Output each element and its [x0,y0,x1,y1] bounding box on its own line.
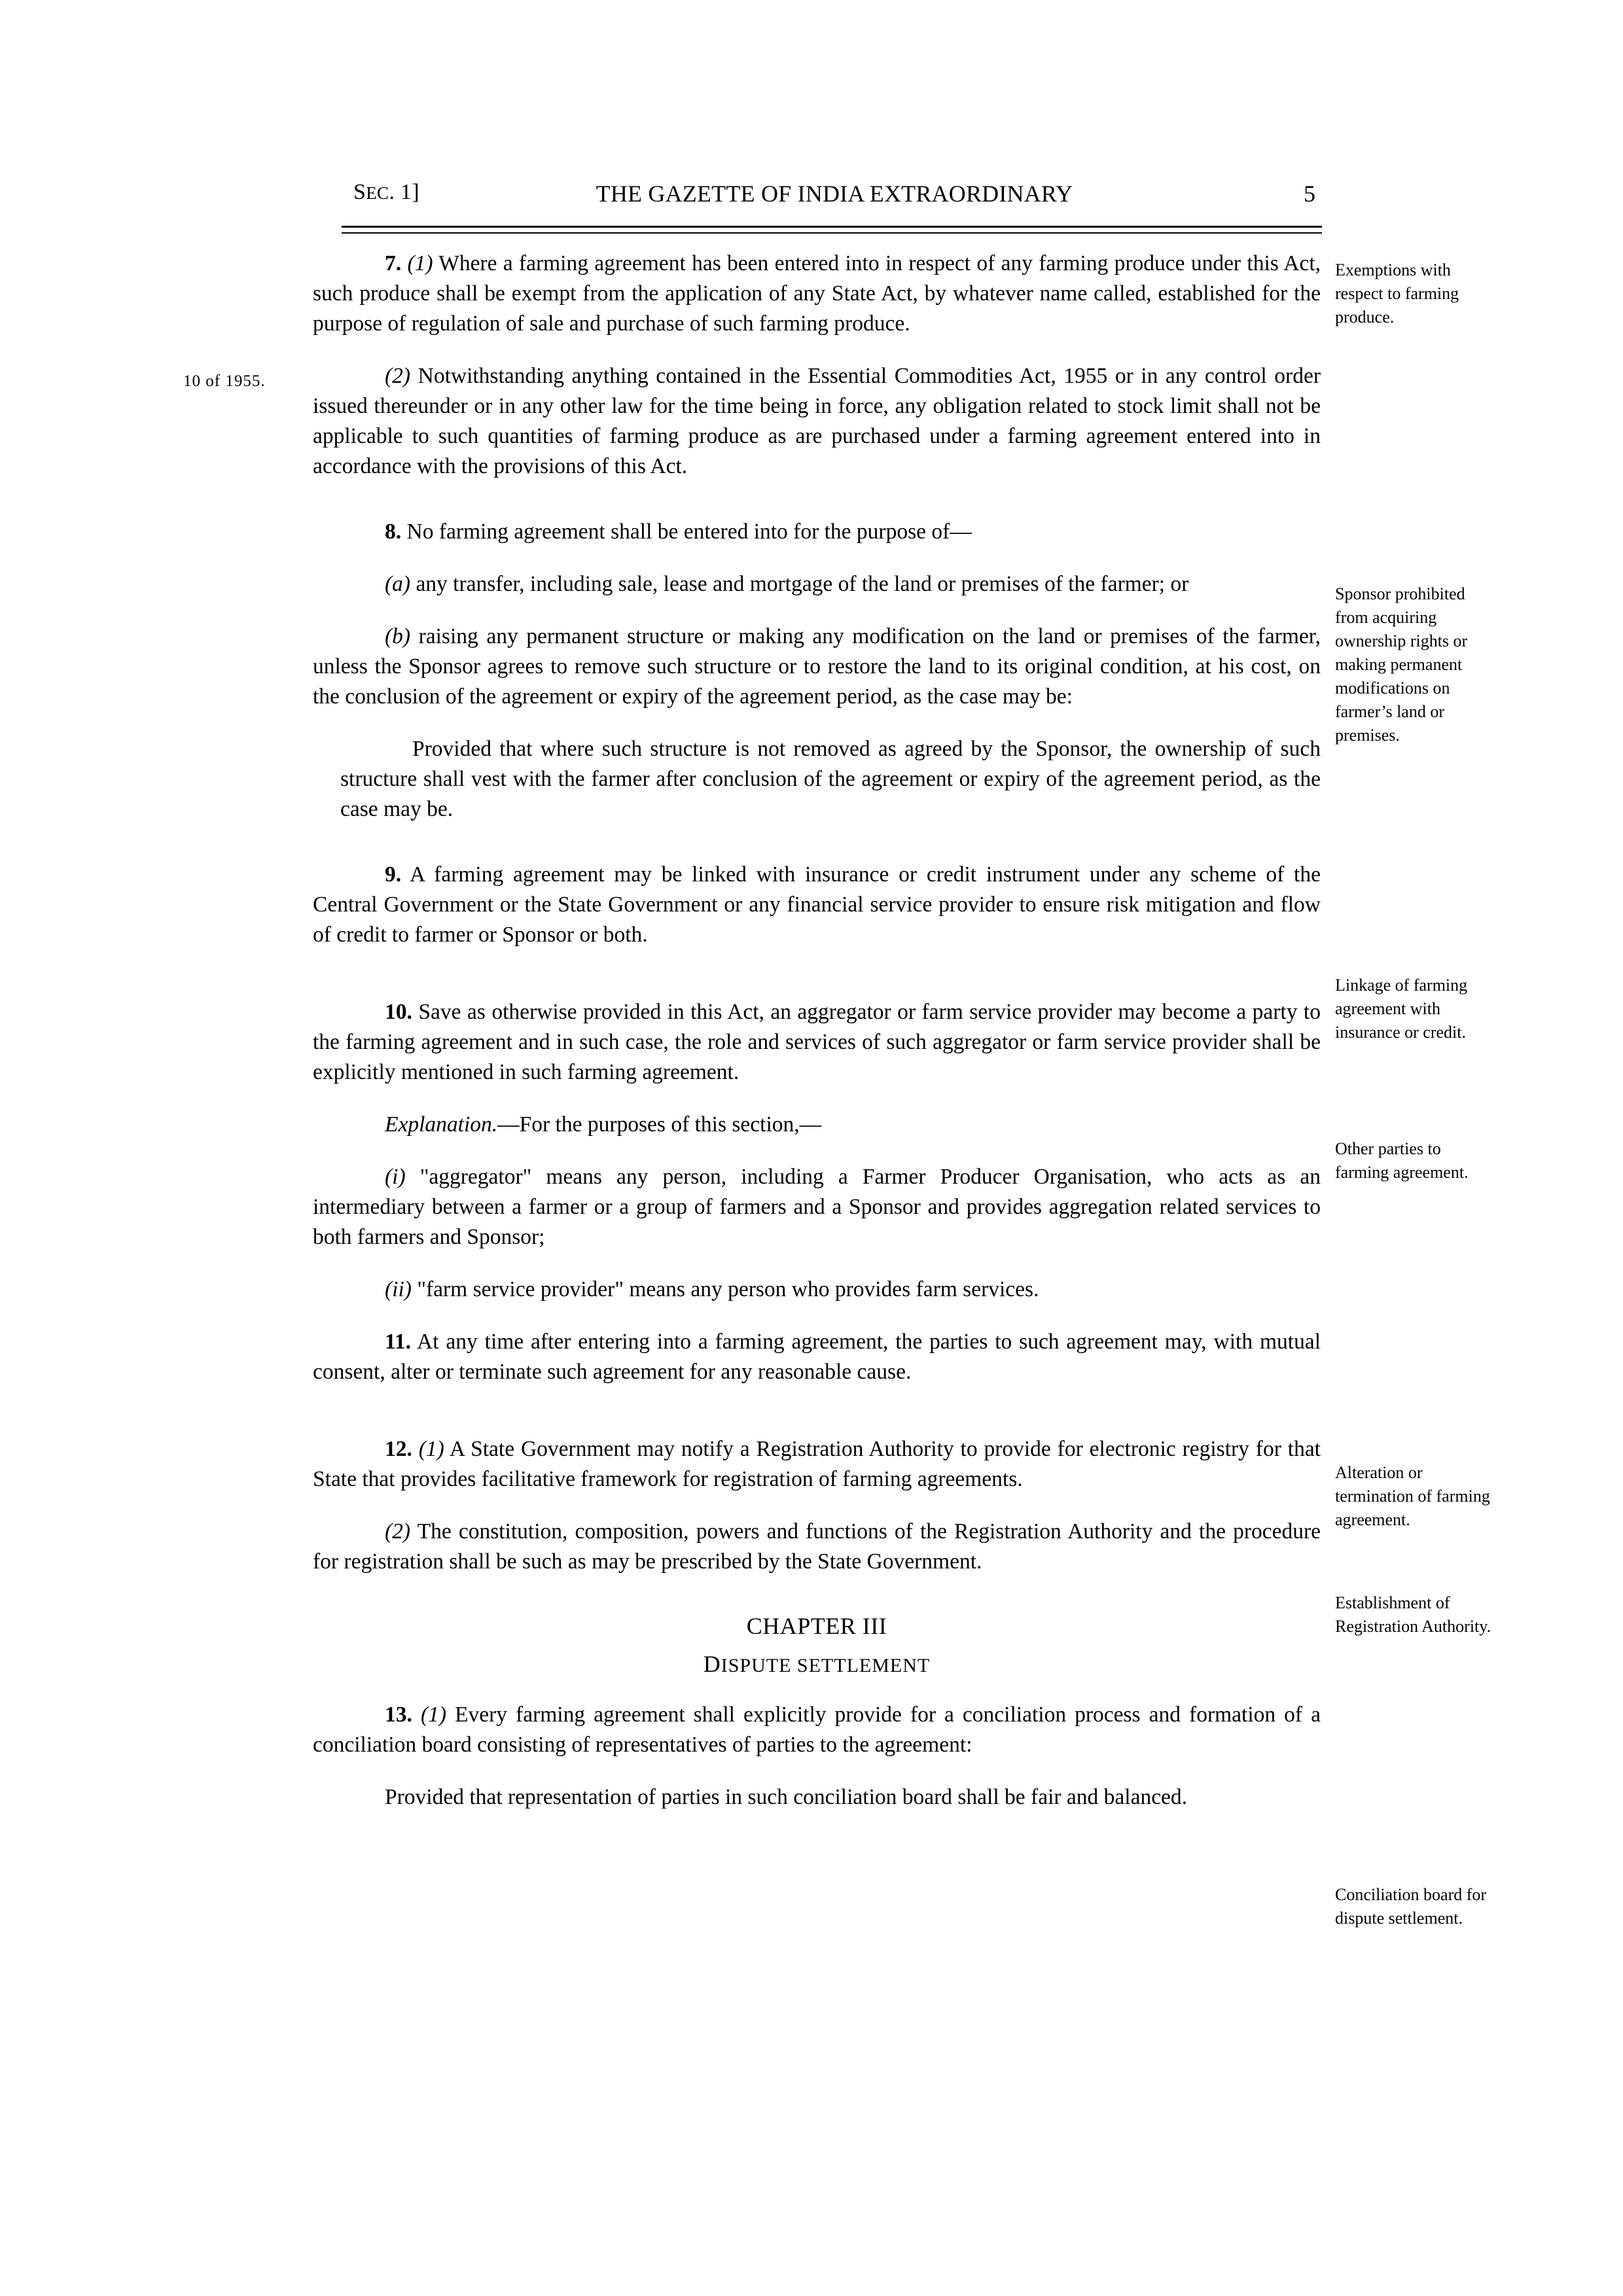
subsection-label-13-1: (1) [420,1703,446,1727]
page-title: THE GAZETTE OF INDIA EXTRAORDINARY [596,181,1073,207]
section-7-1-text: Where a farming agreement has been entered into in respect of any farming produce under this Act, such produce shall be exempt from the application of any State Act, by whatever name called, established for the purpose of regulation of sale and purchase of such farming produce. [313,251,1321,336]
clause-10-i-text: "aggregator" means any person, including a Farmer Producer Organisation, who acts as an intermediary between a farmer or a group of farmers and a Sponsor and provides aggregation related services to both farmers and Sponsor; [313,1165,1321,1249]
subsection-label-7-1: (1) [407,251,433,275]
explanation-label: Explanation. [385,1112,498,1137]
section-number-12: 12. [385,1437,412,1461]
paragraph-section-7-2 [313,361,1321,482]
paragraph-section-12-1 [313,1434,1321,1494]
section-8-text: No farming agreement shall be entered into for the purpose of— [401,520,972,544]
section-12-1-text: A State Government may notify a Registration Authority to provide for electronic registry for that State that provides facilitative framework for registration of farming agreements. [313,1437,1321,1491]
clause-10-ii-text: "farm service provider" means any person who provides farm services. [411,1277,1039,1301]
paragraph-section-8-a [313,569,1321,599]
clause-label-8-a: (a) [385,572,411,596]
header-divider [342,226,1322,234]
page-number: 5 [1304,181,1315,207]
paragraph-section-8 [313,517,1321,547]
section-number-10: 10. [385,1000,412,1024]
section-9-text: A farming agreement may be linked with insurance or credit instrument under any scheme of the Central Government or the State Government or any financial service provider to ensure risk mitigation and flow of credit to farmer or Sponsor or both. [313,862,1321,947]
paragraph-section-8-b [313,622,1321,712]
clause-label-10-ii: (ii) [385,1277,412,1301]
section-10-text: Save as otherwise provided in this Act, an aggregator or farm service provider may become a party to the farming agreement and in such case, the role and services of such aggregator or farm service provider shall be explicitly mentioned in such farming agreement. [313,1000,1321,1084]
header-sec-suffix: . 1] [389,180,419,204]
marginal-note-section-9: Linkage of farming agreement with insurance or credit. [1335,976,1468,1042]
left-margin-note-act-ref: 10 of 1955. [183,372,266,390]
section-13-1-text: Every farming agreement shall explicitly provide for a conciliation process and formation of a conciliation board consisting of representatives of parties to the agreement: [313,1703,1321,1757]
marginal-note-section-12: Establishment of Registration Authority. [1335,1593,1491,1636]
marginal-note-section-8: Sponsor prohibited from acquiring ownership rights or making permanent modifications on farmer’s land or premises. [1335,584,1468,745]
marginal-note-section-10: Other parties to farming agreement. [1335,1139,1469,1182]
chapter-heading: CHAPTER III [746,1613,887,1639]
paragraph-section-9 [313,860,1321,950]
section-11-text: At any time after entering into a farming agreement, the parties to such agreement may, with mutual consent, alter or terminate such agreement for any reasonable cause. [313,1330,1321,1384]
paragraph-section-12-2 [313,1517,1321,1577]
clause-8-a-text: any transfer, including sale, lease and mortgage of the land or premises of the farmer; or [410,572,1189,596]
clause-label-8-b: (b) [385,624,411,648]
main-text-column [313,249,1321,1812]
subsection-label-12-1: (1) [418,1437,444,1461]
subsection-label-7-2: (2) [385,364,411,388]
section-number-11: 11. [385,1330,412,1354]
paragraph-section-11 [313,1327,1321,1387]
clause-8-b-text: raising any permanent structure or making any modification on the land or premises of the farmer, unless the Sponsor agrees to remove such structure or to restore the land to its original condition, at his cost, on the conclusion of the agreement or expiry of the agreement period, as the case may be: [313,624,1321,709]
marginal-note-section-13: Conciliation board for dispute settlement. [1335,1885,1487,1928]
section-number-8: 8. [385,520,402,544]
section-number-9: 9. [385,862,402,887]
section-number-13: 13. [385,1703,412,1727]
paragraph-section-10-i [313,1162,1321,1252]
chapter-subheading-rest: ISPUTE SETTLEMENT [721,1655,931,1676]
header-sec-rest: EC [366,183,389,203]
marginal-note-section-11: Alteration or termination of farming agreement. [1335,1463,1490,1529]
explanation-text: —For the purposes of this section,— [497,1112,822,1137]
paragraph-section-10 [313,997,1321,1087]
paragraph-section-7-1 [313,249,1321,339]
section-7-2-text: Notwithstanding anything contained in the Essential Commodities Act, 1955 or in any control order issued thereunder or in any other law for the time being in force, any obligation related to stock limit shall not be applicable to such quantities of farming produce as are purchased under a farming agreement entered into in accordance with the provisions of this Act. [313,364,1321,478]
marginal-note-section-7: Exemptions with respect to farming produce. [1335,260,1459,327]
paragraph-section-10-explanation [313,1110,1321,1140]
paragraph-section-13-proviso: Provided that representation of parties in such conciliation board shall be fair and balanced. [385,1785,1188,1809]
paragraph-section-8-proviso: Provided that where such structure is not removed as agreed by the Sponsor, the ownership of such structure shall vest with the farmer after conclusion of the agreement or expiry of the agreement period, as the case may be. [340,737,1321,821]
header-sec-prefix: S [353,180,366,204]
section-number-7: 7. [385,251,402,275]
clause-label-10-i: (i) [385,1165,406,1189]
chapter-subheading-first-letter: D [703,1651,721,1677]
paragraph-section-13-1 [313,1700,1321,1760]
section-12-2-text: The constitution, composition, powers and functions of the Registration Authority and the procedure for registration shall be such as may be prescribed by the State Government. [313,1519,1321,1574]
chapter-subheading [313,1650,1321,1678]
page-header [353,180,1315,219]
subsection-label-12-2: (2) [385,1519,411,1544]
paragraph-section-10-ii [313,1275,1321,1305]
